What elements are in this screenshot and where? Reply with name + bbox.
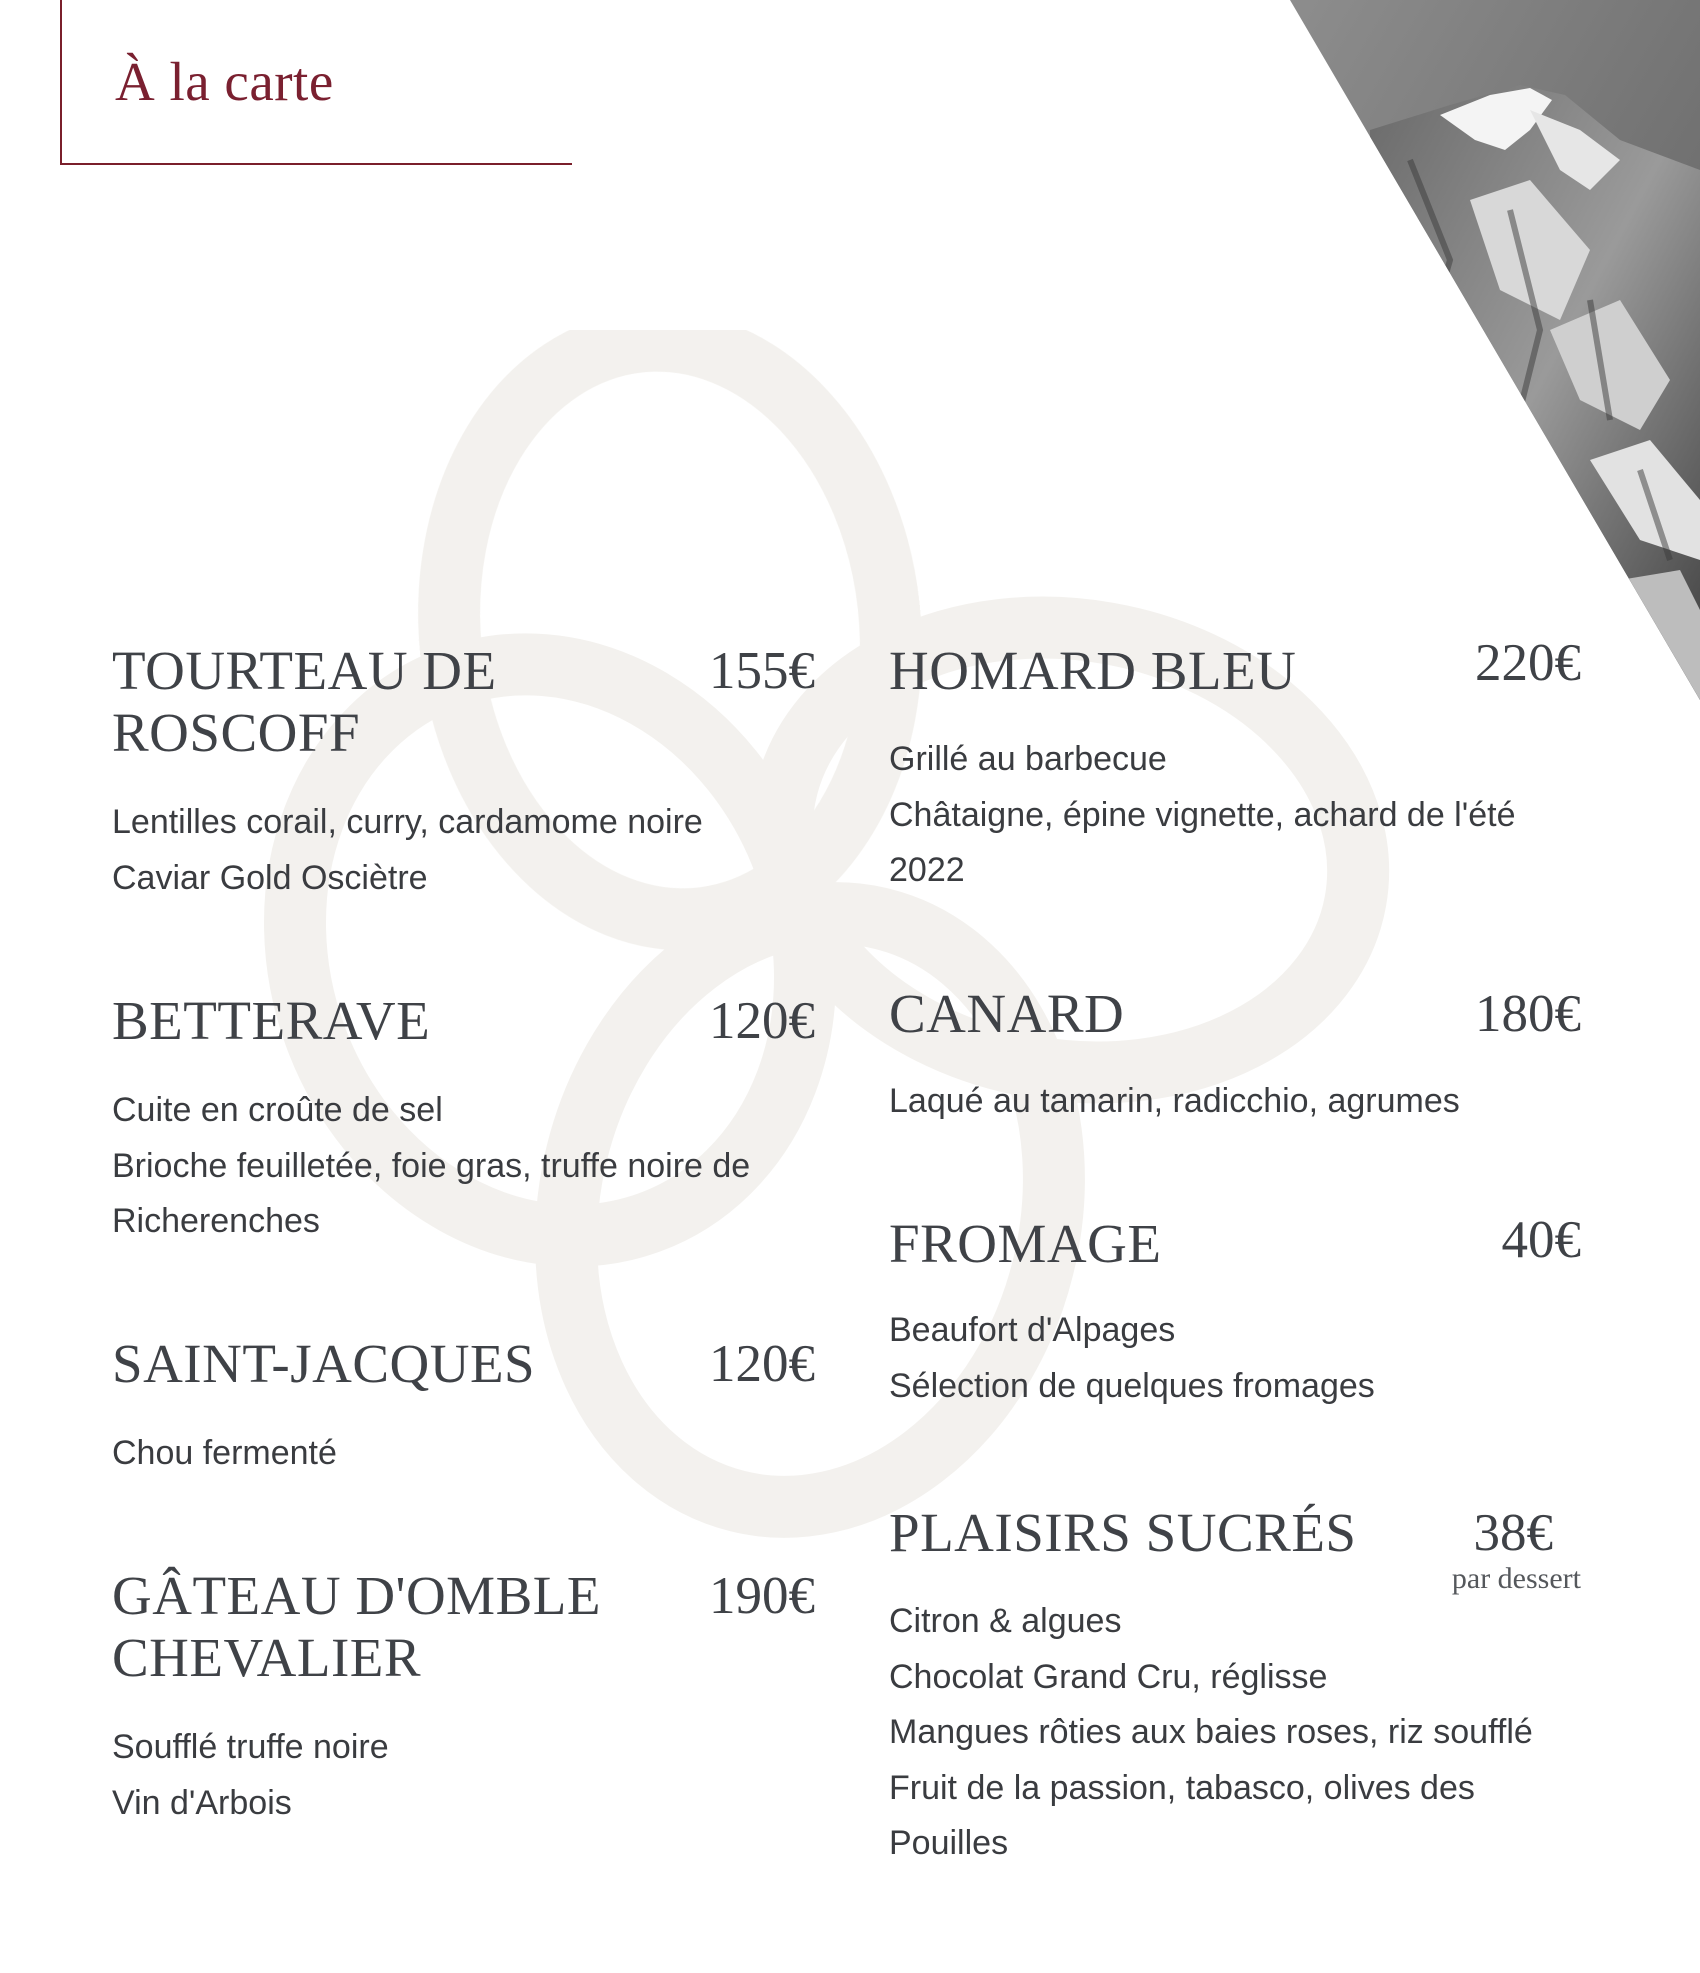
dish-name: [112, 990, 430, 1052]
dish-name: [889, 983, 1124, 1045]
dish-name: [112, 1333, 535, 1395]
dish-name-line: PLAISIRS SUCRÉS: [889, 1502, 1357, 1563]
dish-name-line: ROSCOFF: [112, 702, 361, 763]
dish-betterave: [112, 990, 815, 1240]
dish-name-line: FROMAGE: [889, 1213, 1162, 1274]
dish-price: 120€: [709, 992, 815, 1050]
dish-saint-jacques: [112, 1333, 815, 1472]
description-line: Laqué au tamarin, radicchio, agrumes: [889, 1082, 1460, 1120]
dish-name: [112, 1565, 601, 1689]
description-line: Sélection de quelques fromages: [889, 1366, 1375, 1405]
dish-name-line: CHEVALIER: [112, 1627, 422, 1688]
mountain-photo: [1290, 0, 1700, 700]
page-title: À la carte: [115, 51, 334, 112]
description-line: Richerenches: [112, 1202, 320, 1240]
description-line: Mangues rôties aux baies roses, riz soufflé: [889, 1713, 1533, 1751]
dish-description: [889, 1594, 1533, 1872]
description-line: Beaufort d'Alpages: [889, 1311, 1176, 1349]
dish-name-line: CANARD: [889, 983, 1125, 1044]
dish-description: [889, 732, 1516, 899]
dish-homard-bleu: [889, 634, 1581, 889]
dish-name-line: SAINT-JACQUES: [112, 1333, 536, 1394]
dish-canard: [889, 983, 1581, 1120]
dish-description: [889, 1303, 1375, 1414]
dish-name: [889, 640, 1296, 702]
dish-description: [889, 1074, 1460, 1130]
dish-name-line: GÂTEAU D'OMBLE: [112, 1565, 601, 1626]
description-line: 2022: [889, 851, 965, 889]
description-line: Chou fermenté: [112, 1434, 337, 1472]
description-line: Vin d'Arbois: [112, 1783, 292, 1822]
price-note: par dessert: [1451, 1562, 1581, 1595]
dish-name-line: HOMARD BLEU: [889, 640, 1297, 701]
description-line: Châtaigne, épine vignette, achard de l'été: [889, 795, 1516, 834]
description-line: Lentilles corail, curry, cardamome noire: [112, 803, 703, 841]
dish-plaisirs-sucres: [889, 1502, 1581, 1862]
dish-price: 38€: [1473, 1504, 1553, 1562]
dish-price: 180€: [1475, 985, 1581, 1043]
dish-price: 155€: [709, 642, 815, 700]
description-line: Chocolat Grand Cru, réglisse: [889, 1657, 1328, 1696]
dish-name-line: TOURTEAU DE: [112, 640, 497, 701]
dish-name: [889, 1213, 1161, 1275]
dish-price: 190€: [709, 1567, 815, 1625]
dish-price: 40€: [1501, 1211, 1581, 1269]
description-line: Grillé au barbecue: [889, 740, 1167, 778]
dish-name: [889, 1502, 1357, 1564]
dish-price: 120€: [709, 1335, 815, 1393]
dish-tourteau: [112, 640, 815, 897]
dish-description: [112, 1720, 389, 1831]
description-line: Pouilles: [889, 1824, 1009, 1862]
description-line: Citron & algues: [889, 1602, 1122, 1640]
dish-name: [112, 640, 497, 764]
dish-fromage: [889, 1211, 1581, 1405]
dish-name-line: BETTERAVE: [112, 990, 431, 1051]
description-line: Brioche feuilletée, foie gras, truffe noire de: [112, 1146, 751, 1185]
description-line: Caviar Gold Osciètre: [112, 858, 428, 897]
description-line: Fruit de la passion, tabasco, olives des: [889, 1768, 1475, 1807]
description-line: Cuite en croûte de sel: [112, 1091, 443, 1129]
dish-gateau-omble: [112, 1565, 815, 1822]
description-line: Soufflé truffe noire: [112, 1728, 389, 1766]
dish-description: [112, 1426, 337, 1482]
dish-description: [112, 795, 703, 906]
dish-price: 220€: [1475, 634, 1581, 692]
dish-description: [112, 1083, 750, 1250]
